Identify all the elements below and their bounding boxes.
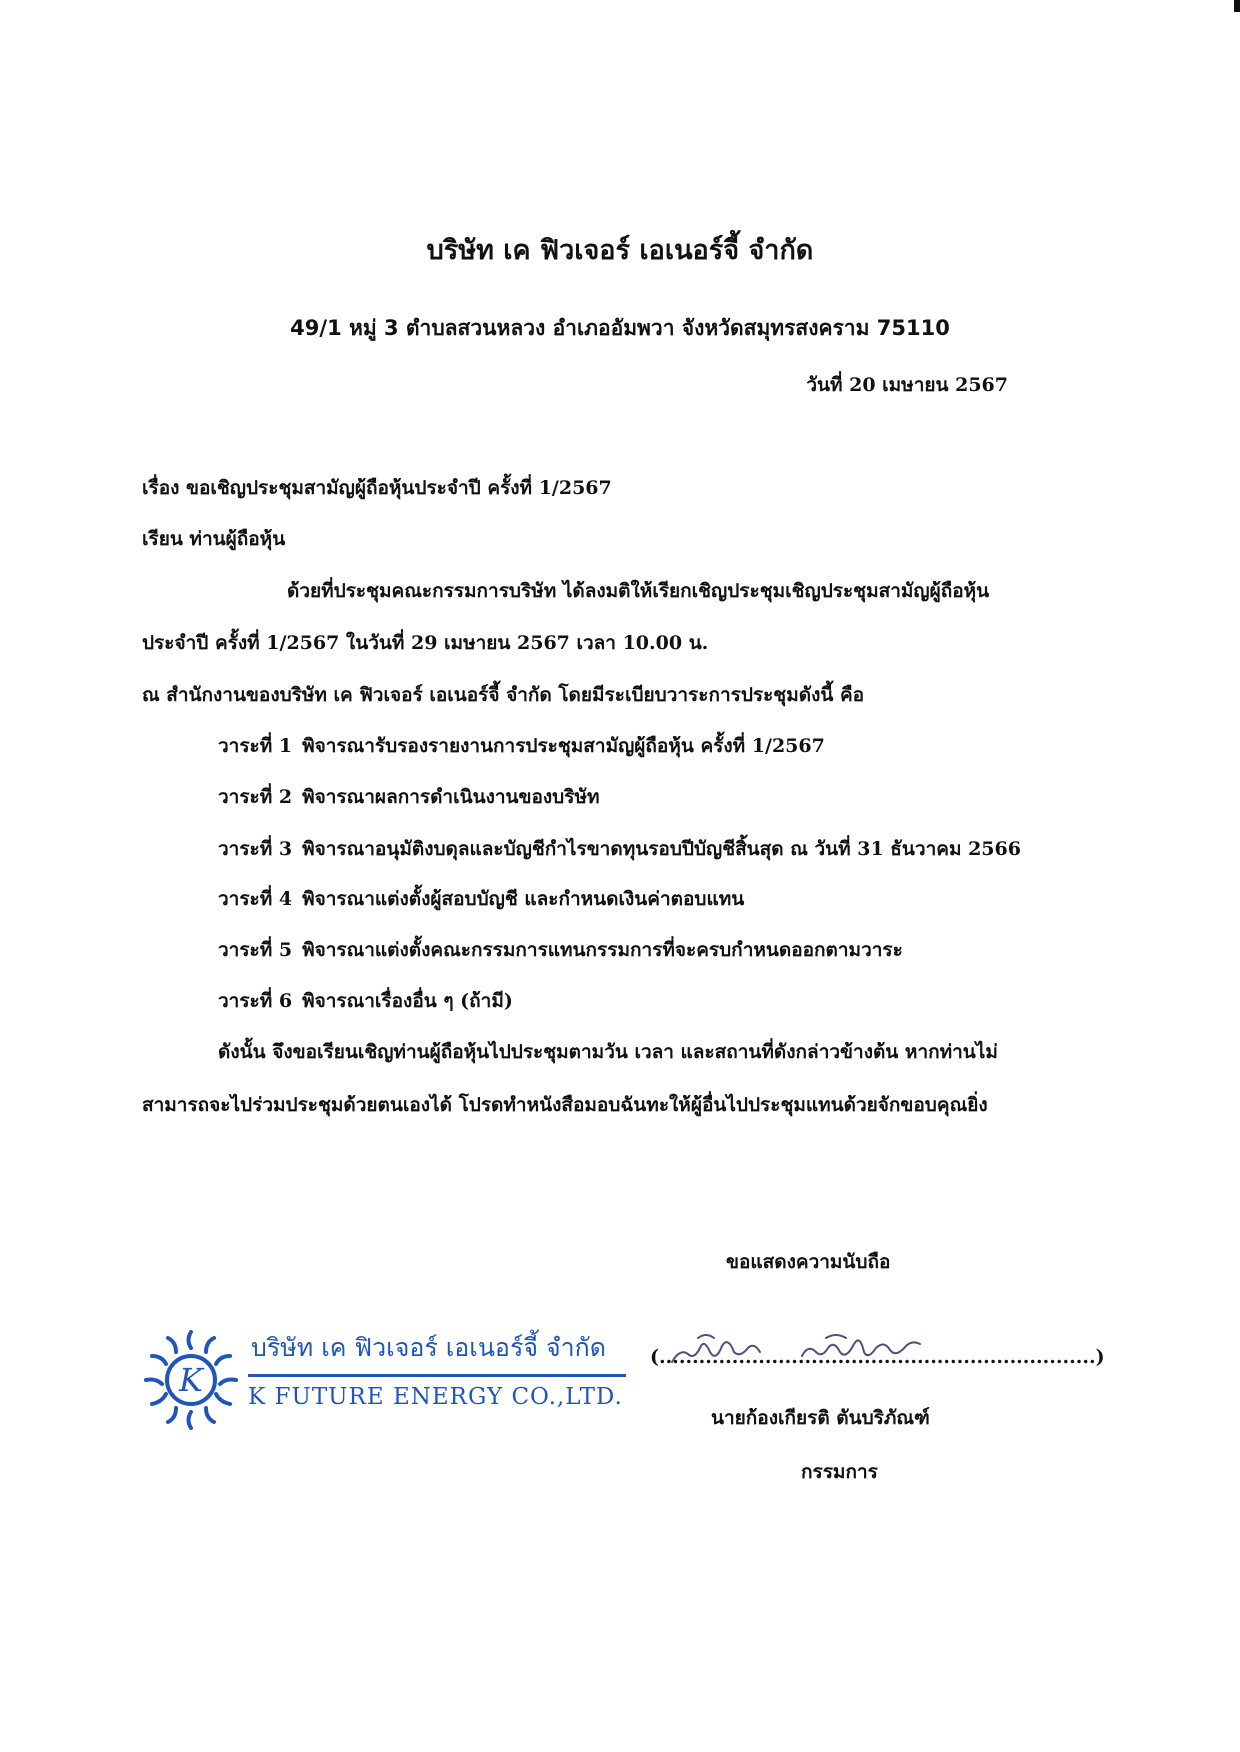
scan-edge-mark	[1234, 0, 1240, 12]
signer-name: นายก้องเกียรติ ตันบริภัณฑ์	[711, 1407, 930, 1429]
letter-salutation: เรียน ท่านผู้ถือหุ้น	[142, 528, 286, 550]
signature-line: (..................................................................)	[650, 1346, 1105, 1368]
signer-title: กรรมการ	[801, 1461, 878, 1483]
agenda-item	[218, 834, 1021, 864]
agenda-text: พิจารณาแต่งตั้งผู้สอบบัญชี และกำหนดเงินค่าตอบแทน	[302, 888, 745, 910]
agenda-number: วาระที่ 5	[218, 939, 293, 961]
company-logo	[136, 1322, 623, 1438]
logo-english-name: K FUTURE ENERGY CO.,LTD.	[248, 1384, 623, 1410]
agenda-item	[218, 731, 825, 761]
logo-initial: K	[179, 1361, 203, 1399]
closing-paragraph-line1: ดังนั้น จึงขอเรียนเชิญท่านผู้ถือหุ้นไปประชุมตามวัน เวลา และสถานที่ดังกล่าวข้างต้น หากท่านไม่	[218, 1041, 998, 1063]
intro-paragraph-line2: ประจำปี ครั้งที่ 1/2567 ในวันที่ 29 เมษายน 2567 เวลา 10.00 น.	[142, 632, 709, 654]
agenda-number: วาระที่ 1	[218, 735, 293, 757]
agenda-text: พิจารณาแต่งตั้งคณะกรรมการแทนกรรมการที่จะครบกำหนดออกตามวาระ	[302, 939, 903, 961]
logo-thai-name: บริษัท เค ฟิวเจอร์ เอเนอร์จี้ จำกัด	[251, 1333, 607, 1362]
signature-block	[650, 1318, 1105, 1374]
agenda-text: พิจารณาอนุมัติงบดุลและบัญชีกำไรขาดทุนรอบปีบัญชีสิ้นสุด ณ วันที่ 31 ธันวาคม 2566	[302, 838, 1021, 860]
agenda-number: วาระที่ 6	[218, 990, 293, 1012]
agenda-item	[218, 782, 600, 812]
agenda-item	[218, 884, 744, 914]
closing-salutation: ขอแสดงความนับถือ	[726, 1251, 891, 1273]
closing-paragraph-line2: สามารถจะไปร่วมประชุมด้วยตนเองได้ โปรดทำหนังสือมอบฉันทะให้ผู้อื่นไปประชุมแทนด้วยจักขอบคุณยิ่ง	[142, 1094, 988, 1116]
agenda-text: พิจารณารับรองรายงานการประชุมสามัญผู้ถือหุ้น ครั้งที่ 1/2567	[302, 735, 825, 757]
agenda-text: พิจารณาผลการดำเนินงานของบริษัท	[302, 786, 600, 808]
company-title: บริษัท เค ฟิวเจอร์ เอเนอร์จี้ จำกัด	[426, 235, 814, 266]
company-address: 49/1 หมู่ 3 ตำบลสวนหลวง อำเภออัมพวา จังหวัดสมุทรสงคราม 75110	[290, 316, 950, 340]
agenda-text: พิจารณาเรื่องอื่น ๆ (ถ้ามี)	[302, 990, 513, 1012]
agenda-number: วาระที่ 3	[218, 838, 293, 860]
letter-subject: เรื่อง ขอเชิญประชุมสามัญผู้ถือหุ้นประจำปี ครั้งที่ 1/2567	[142, 477, 612, 499]
agenda-item	[218, 935, 903, 965]
sun-emblem-icon	[136, 1322, 246, 1438]
agenda-number: วาระที่ 2	[218, 786, 293, 808]
letter-date: วันที่ 20 เมษายน 2567	[806, 374, 1008, 396]
logo-divider	[248, 1374, 626, 1377]
agenda-item	[218, 986, 513, 1016]
intro-paragraph-line1: ด้วยที่ประชุมคณะกรรมการบริษัท ได้ลงมติให้เรียกเชิญประชุมเชิญประชุมสามัญผู้ถือหุ้น	[287, 580, 990, 602]
agenda-number: วาระที่ 4	[218, 888, 293, 910]
intro-paragraph-line3: ณ สำนักงานของบริษัท เค ฟิวเจอร์ เอเนอร์จี้ จำกัด โดยมีระเบียบวาระการประชุมดังนี้ คือ	[142, 684, 865, 706]
